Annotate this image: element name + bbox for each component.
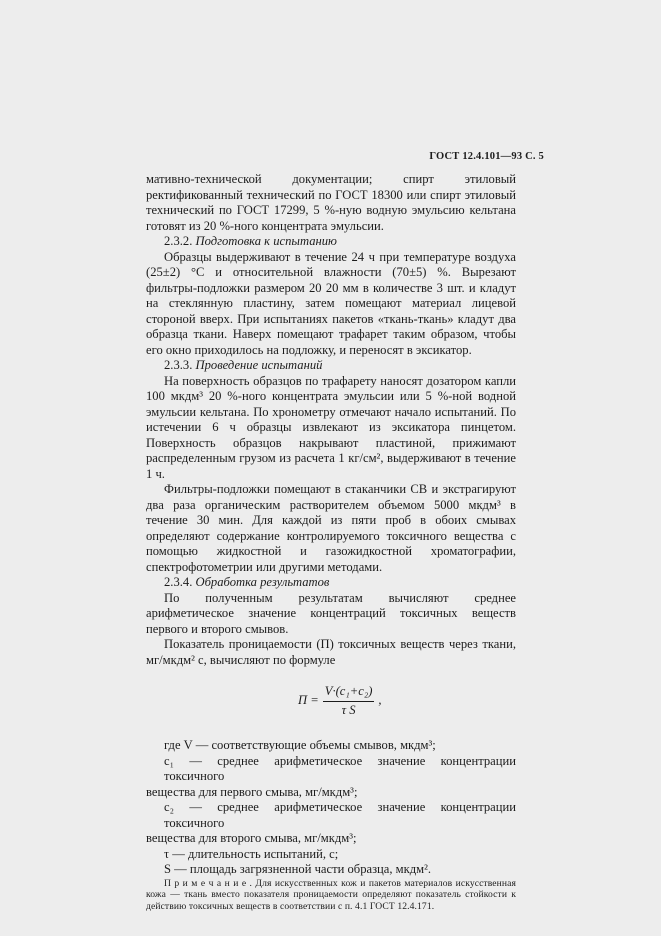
formula: [298, 684, 516, 718]
legend-item: τ — длительность испытаний, с;: [164, 846, 339, 861]
formula-legend: [146, 738, 516, 878]
legend-item: c₁ — среднее арифметическое значение концентрации токсичного: [164, 753, 516, 783]
section-number: 2.3.2.: [164, 234, 193, 248]
paragraph: мативно-технической документации; спирт этиловый ректификованный технический по ГОСТ 18300 или спирт этиловый технический по ГОСТ 17299, 5 %-ную водную эмульсию кельтана готовят из 20 %-ного концентрата эмульсии.: [146, 172, 516, 233]
legend-item: где V — соответствующие объемы смывов, мкдм³;: [164, 738, 436, 752]
section-heading: [146, 234, 516, 250]
section-title: Проведение испытаний: [195, 358, 323, 372]
formula-denominator: τ S: [341, 702, 356, 717]
section-number: 2.3.4.: [164, 575, 193, 589]
document-body: [146, 172, 516, 912]
formula-numerator: V·(c₁+c₂): [323, 684, 375, 702]
paragraph: Фильтры-подложки помещают в стаканчики СВ и экстрагируют два раза органическим растворителем объемом 5000 мкдм³ в течение 30 мин. Для каждой из пяти проб в обоих смывах определяют содержание контролируемого токсичного вещества с помощью жидкостной и газожидкостной хроматографии, спектрофотометрии или другими методами.: [146, 482, 516, 574]
section-heading: [146, 575, 516, 591]
section-number: 2.3.3.: [164, 358, 193, 372]
paragraph: По полученным результатам вычисляют среднее арифметическое значение концентраций токсичных веществ первого и второго смывов.: [146, 590, 516, 636]
note: П р и м е ч а н и е . Для искусственных кож и пакетов материалов искусственная кожа — ткань вместо показателя проницаемости определяют показатель стойкости к действию токсичных веществ в соответствии с п. 4.1 ГОСТ 12.4.171.: [146, 877, 516, 912]
formula-trail: ,: [378, 693, 382, 708]
legend-item-continued: вещества для первого смыва, мг/мкдм³;: [146, 784, 358, 799]
paragraph: На поверхность образцов по трафарету наносят дозатором капли 100 мкдм³ 20 %-ного концентрата эмульсии или 5 %-ной водной эмульсии кельтана. По хронометру отмечают начало испытаний. По истечении 6 ч образцы извлекают из эксикатора пинцетом. Поверхность образцов накрывают пластиной, прижимают распределенным грузом из расчета 1 кг/см², выдерживают в течение 1 ч.: [146, 373, 516, 481]
section-heading: [146, 358, 516, 374]
paragraph: Образцы выдерживают в течение 24 ч при температуре воздуха (25±2) °С и относительной влажности (70±5) %. Вырезают фильтры-подложки размером 20 20 мм в количестве 3 шт. и кладут на стеклянную пластину, затем помещают материал лицевой стороной вверх. При испытаниях пакетов «ткань-ткань» кладут два образца ткани. Наверх помещают трафарет таким образом, чтобы его окно приходилось на подложку, и переносят в эксикатор.: [146, 249, 516, 357]
section-title: Обработка результатов: [195, 575, 330, 589]
formula-lhs: П =: [298, 693, 319, 708]
page-header: ГОСТ 12.4.101—93 С. 5: [429, 151, 544, 162]
formula-fraction: [323, 684, 375, 718]
legend-item: S — площадь загрязненной части образца, мкдм².: [164, 862, 432, 876]
legend-item: c₂ — среднее арифметическое значение концентрации токсичного: [164, 800, 516, 830]
legend-item-continued: вещества для второго смыва, мг/мкдм³;: [146, 831, 357, 845]
paragraph: Показатель проницаемости (П) токсичных веществ через ткани, мг/мкдм² с, вычисляют по формуле: [146, 637, 516, 667]
section-title: Подготовка к испытанию: [195, 234, 337, 248]
